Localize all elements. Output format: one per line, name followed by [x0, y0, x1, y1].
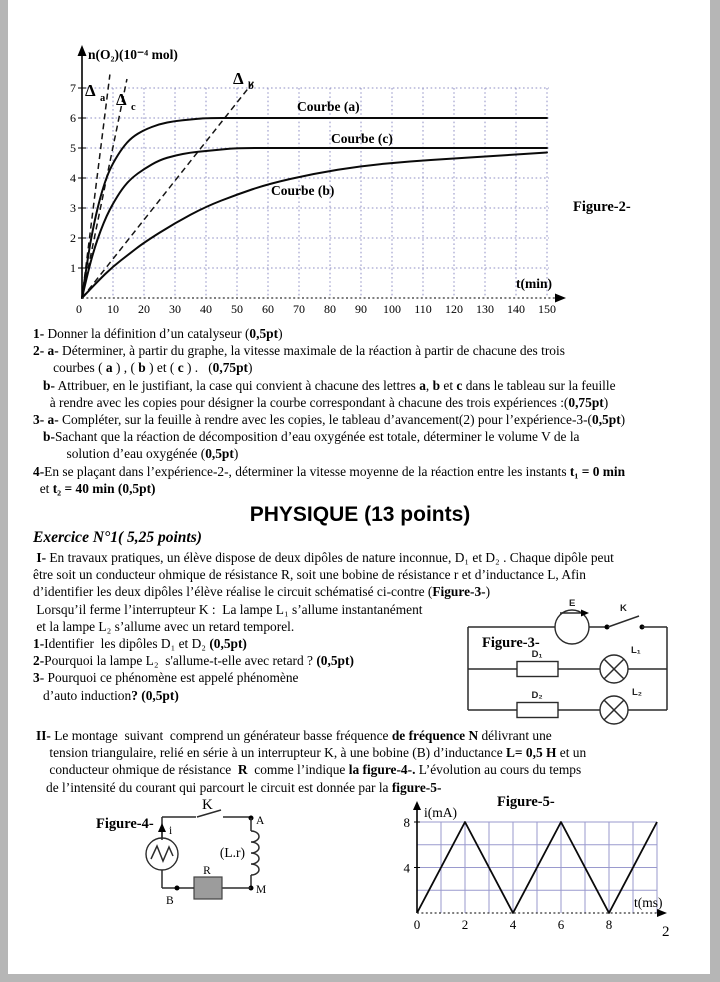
- x-tick-label: 20: [138, 302, 150, 316]
- text-line: et t₂ = 40 min (0,5pt): [33, 480, 156, 496]
- figure-5-graph: [404, 794, 668, 932]
- text-line: 3- Pourquoi ce phénomène est appelé phénomène: [33, 670, 299, 686]
- current-label: i: [169, 825, 173, 837]
- tangent-a-sub: a: [100, 93, 106, 104]
- text-line: à rendre avec les copies pour désigner la courbe correspondant à chacune des trois expériences :(0,75pt): [33, 394, 609, 410]
- physics-part2-text: [36, 727, 586, 796]
- y-tick-label: 2: [70, 231, 76, 245]
- x-tick-label: 120: [445, 302, 463, 316]
- y-axis-arrow-icon: [413, 801, 421, 810]
- current-arrow-head-icon: [158, 823, 166, 832]
- x-tick-label: 8: [605, 917, 613, 932]
- coil-icon: [251, 831, 259, 875]
- figure-2-graph: [70, 45, 631, 316]
- x-tick-label: 130: [476, 302, 494, 316]
- lamp-L2-label: L₂: [632, 687, 643, 698]
- figure-4-circuit: [96, 797, 266, 907]
- text-line: b- Attribuer, en le justifiant, la case qui convient à chacune des lettres a, b et c dans le tableau sur la feuille: [43, 377, 616, 393]
- text-line: 3- a- Compléter, sur la feuille à rendre avec les copies, le tableau d’avancement(2) pour l’expérience-3-(0,5pt): [33, 412, 626, 428]
- curve-b: [82, 153, 547, 299]
- emf-label: E: [569, 598, 576, 609]
- figure-3-caption: Figure-3-: [482, 635, 540, 651]
- coil-label: (L.r): [219, 845, 245, 860]
- text-line: b-Sachant que la réaction de décomposition d’eau oxygénée est totale, déterminer le volume V de la: [43, 429, 580, 445]
- y-tick-label: 6: [70, 111, 76, 125]
- text-line: 2-Pourquoi la lampe L₂ s'allume-t-elle avec retard ? (0,5pt): [33, 653, 354, 669]
- y-tick-label: 7: [70, 81, 76, 95]
- x-tick-label: 0: [413, 917, 421, 932]
- y-tick-label: 3: [70, 201, 76, 215]
- text-line: solution d’eau oxygénée (0,5pt): [33, 446, 239, 462]
- x-tick-label: 70: [293, 302, 305, 316]
- scan-border-bottom: [0, 974, 720, 982]
- x-axis-arrow-icon: [657, 909, 667, 917]
- figure-4-caption: Figure-4-: [96, 816, 154, 832]
- x-tick-label: 6: [557, 917, 565, 932]
- curve-b-label: Courbe (b): [271, 183, 335, 198]
- figure-5-caption: Figure-5-: [497, 794, 555, 810]
- text-line: Lorsqu’il ferme l’interrupteur K : La lampe L₁ s’allume instantanément: [33, 601, 423, 617]
- page-number: 2: [662, 924, 670, 940]
- tangent-a-symbol: Δ: [85, 81, 96, 100]
- curve-c-label: Courbe (c): [331, 131, 393, 146]
- x-axis-arrow-icon: [555, 294, 566, 303]
- physics-part1-text: [33, 549, 614, 704]
- text-line: I- En travaux pratiques, un élève dispose de deux dipôles de nature inconnue, D₁ et D₂ . Chaque dipôle peut: [36, 550, 614, 565]
- figure-2-tick-labels: [70, 81, 556, 316]
- chemistry-questions: [33, 325, 625, 497]
- tangent-c: [82, 79, 127, 298]
- curve-c: [82, 148, 547, 298]
- resistor-label: R: [203, 865, 211, 877]
- switch-label: K: [620, 603, 627, 614]
- resistor-icon: [194, 877, 222, 899]
- y-tick-label: 4: [70, 171, 76, 185]
- x-tick-label: 150: [538, 302, 556, 316]
- node-B: [175, 886, 180, 891]
- tangent-b-symbol: Δ: [233, 69, 244, 88]
- node-A-label: A: [256, 815, 265, 827]
- dipole-D1-label: D₁: [531, 649, 543, 660]
- y-tick-label: 4: [403, 860, 410, 876]
- node-B-label: B: [166, 895, 174, 907]
- lf-generator-icon: [146, 838, 178, 870]
- curve-a-label: Courbe (a): [297, 99, 360, 114]
- x-tick-label: 100: [383, 302, 401, 316]
- tangent-c-sub: c: [131, 102, 136, 113]
- y-axis-arrow-icon: [78, 45, 87, 56]
- text-line: II- Le montage suivant comprend un générateur basse fréquence de fréquence N délivrant une: [36, 728, 552, 743]
- x-tick-label: 10: [107, 302, 119, 316]
- exercice-title: Exercice N°1( 5,25 points): [33, 529, 202, 546]
- text-line: 1-Identifier les dipôles D₁ et D₂ (0,5pt): [33, 636, 247, 652]
- x-tick-label: 50: [231, 302, 243, 316]
- tangent-c-symbol: Δ: [116, 90, 127, 109]
- text-line: d’identifier les deux dipôles l’élève réalise le circuit schématisé ci-contre (Figure-3-): [33, 584, 491, 600]
- dipole-D2-label: D₂: [531, 690, 543, 701]
- lamp-L1-label: L₁: [631, 645, 641, 656]
- y-tick-label: 8: [403, 815, 410, 830]
- text-line: 4-En se plaçant dans l’expérience-2-, déterminer la vitesse moyenne de la réaction entre les instants t₁ = 0 min: [33, 463, 626, 479]
- scan-border-left: [0, 0, 8, 982]
- x-tick-label: 80: [324, 302, 336, 316]
- text-line: 1- Donner la définition d’un catalyseur (0,5pt): [33, 326, 283, 341]
- x-tick-label: 110: [414, 302, 432, 316]
- tangent-b-sub: b: [248, 81, 254, 92]
- figure-5-tick-labels: [404, 815, 613, 932]
- x-tick-label: 30: [169, 302, 181, 316]
- tangent-b: [82, 79, 256, 298]
- x-tick-label: 140: [507, 302, 525, 316]
- dipole-D2-icon: [517, 703, 558, 718]
- node-M-label: M: [256, 884, 267, 896]
- y-tick-label: 5: [70, 141, 76, 155]
- text-line: conducteur ohmique de résistance R comme l’indique la figure-4-. L’évolution au cours du temps: [36, 762, 582, 778]
- text-line: d’auto induction? (0,5pt): [33, 687, 179, 703]
- x-tick-label: 0: [76, 302, 82, 316]
- text-line: et la lampe L₂ s’allume avec un retard temporel.: [33, 618, 295, 634]
- y-axis-label: i(mA): [424, 805, 457, 820]
- x-axis-label: t(ms): [634, 895, 663, 910]
- physics-section-title: PHYSIQUE (13 points): [249, 503, 471, 526]
- switch-label: K: [202, 797, 213, 813]
- text-line: de l’intensité du courant qui parcourt le circuit est donnée par la figure-5-: [36, 779, 442, 795]
- text-line: 2- a- Déterminer, à partir du graphe, la vitesse maximale de la réaction à partir de chacune des trois: [33, 343, 565, 359]
- text-line: être soit un conducteur ohmique de résistance R, soit une bobine de résistance r et d’inductance L, Afin: [33, 567, 586, 583]
- y-tick-label: 1: [70, 261, 76, 275]
- x-tick-label: 40: [200, 302, 212, 316]
- text-line: tension triangulaire, relié en série à un interrupteur K, à une bobine (B) d’inductance L= 0,5 H et un: [36, 745, 587, 761]
- figure-2-caption: Figure-2-: [573, 199, 631, 215]
- x-axis-label: t(min): [516, 276, 552, 291]
- x-tick-label: 60: [262, 302, 274, 316]
- x-tick-label: 2: [461, 917, 469, 932]
- x-tick-label: 4: [509, 917, 517, 932]
- scan-border-right: [710, 0, 720, 982]
- y-axis-label: n(O₂)(10⁻⁴ mol): [88, 47, 178, 62]
- text-line: courbes ( a ) , ( b ) et ( c ) . (0,75pt): [33, 360, 253, 376]
- x-tick-label: 90: [355, 302, 367, 316]
